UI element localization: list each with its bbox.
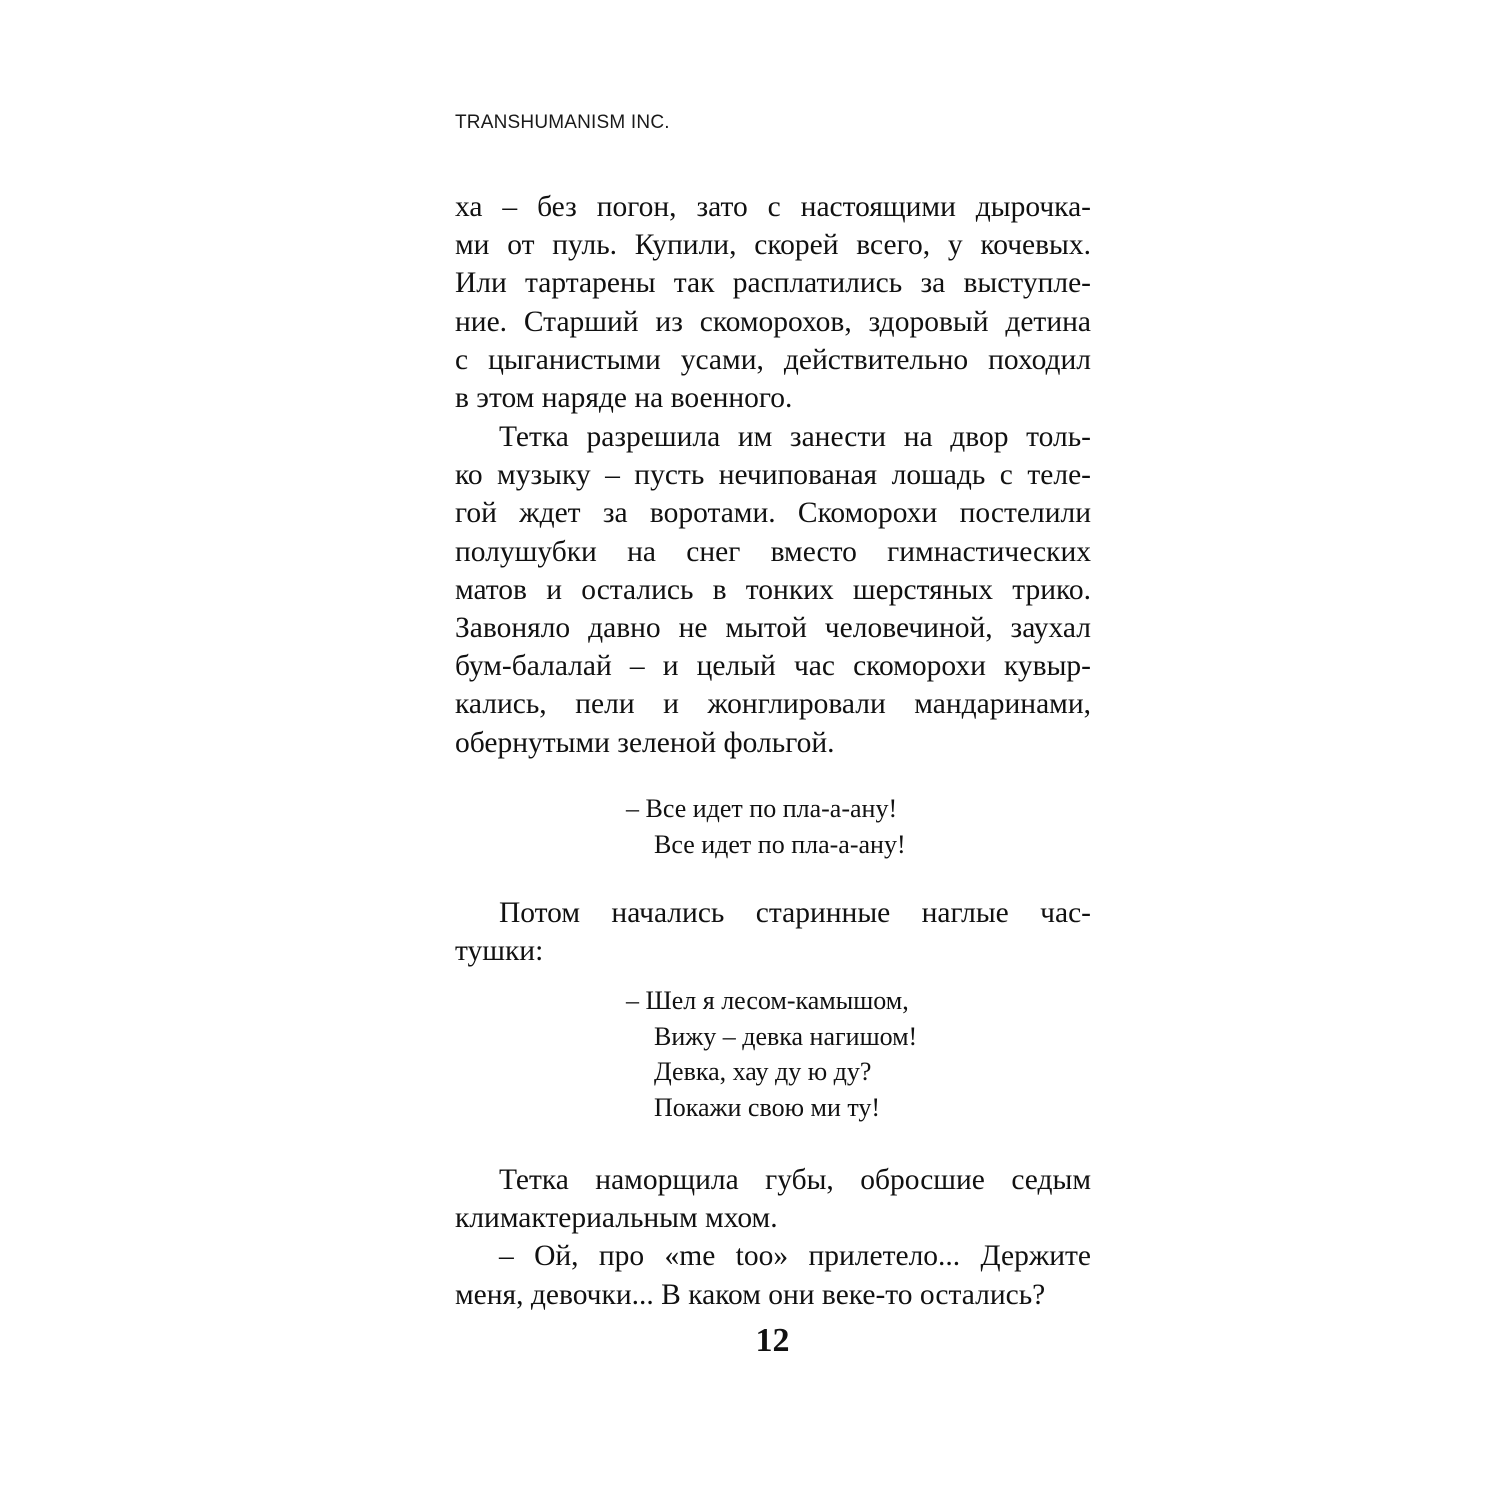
- verse-line: Девка, хау ду ю ду?: [654, 1057, 872, 1086]
- verse-line: – Шел я лесом-камышом,: [626, 986, 909, 1015]
- text-line: тушки:: [455, 935, 544, 968]
- text-line: в этом наряде на военного.: [455, 381, 793, 414]
- text-line: Тетка наморщила губы, обросшие седым: [499, 1164, 1091, 1196]
- text-line: Тетка разрешила им занести на двор толь-: [499, 421, 1091, 453]
- paragraph-2: [455, 418, 1091, 762]
- text-line: обернутыми зеленой фольгой.: [455, 726, 835, 759]
- text-line: климактериальным мхом.: [455, 1202, 778, 1235]
- text-line: полушубки на снег вместо гимнастических: [455, 535, 1091, 568]
- verse-line: Вижу – девка нагишом!: [654, 1021, 918, 1051]
- paragraph-1: [455, 188, 1091, 417]
- text-line: Или тартарены так расплатились за выступле-: [455, 267, 1091, 300]
- verse-2: [626, 983, 917, 1125]
- text-line: гой ждет за воротами. Скоморохи постелили: [455, 497, 1091, 530]
- text-line: бум-балалай – и целый час скоморохи кувыр-: [455, 650, 1091, 683]
- text-line: ми от пуль. Купили, скорей всего, у кочевых.: [455, 229, 1091, 262]
- text-line: ха – без погон, зато с настоящими дырочка-: [455, 191, 1091, 223]
- running-head: TRANSHUMANISM INC.: [455, 112, 670, 133]
- verse-line: Все идет по пла-а-ану!: [654, 829, 906, 859]
- text-line: матов и остались в тонких шерстяных трико.: [455, 573, 1091, 606]
- verse-line: – Все идет по пла-а-ану!: [626, 794, 898, 823]
- text-line: кались, пели и жонглировали мандаринами,: [455, 688, 1091, 721]
- text-line: Потом начались старинные наглые час-: [499, 897, 1091, 929]
- page-number: 12: [755, 1322, 790, 1359]
- paragraph-4: [455, 1161, 1091, 1314]
- text-line: – Ой, про «me too» прилетело... Держите: [499, 1240, 1091, 1273]
- text-line: меня, девочки... В каком они веке-то остались?: [455, 1278, 1046, 1311]
- text-line: ко музыку – пусть нечипованая лошадь с теле-: [455, 459, 1091, 492]
- text-line: ние. Старший из скоморохов, здоровый детина: [455, 305, 1091, 338]
- verse-1: [626, 791, 906, 862]
- text-line: Завоняло давно не мытой человечиной, заухал: [455, 611, 1091, 644]
- paragraph-3: [455, 894, 1091, 970]
- text-line: с цыганистыми усами, действительно походил: [455, 343, 1091, 376]
- verse-line: Покажи свою ми ту!: [654, 1092, 881, 1122]
